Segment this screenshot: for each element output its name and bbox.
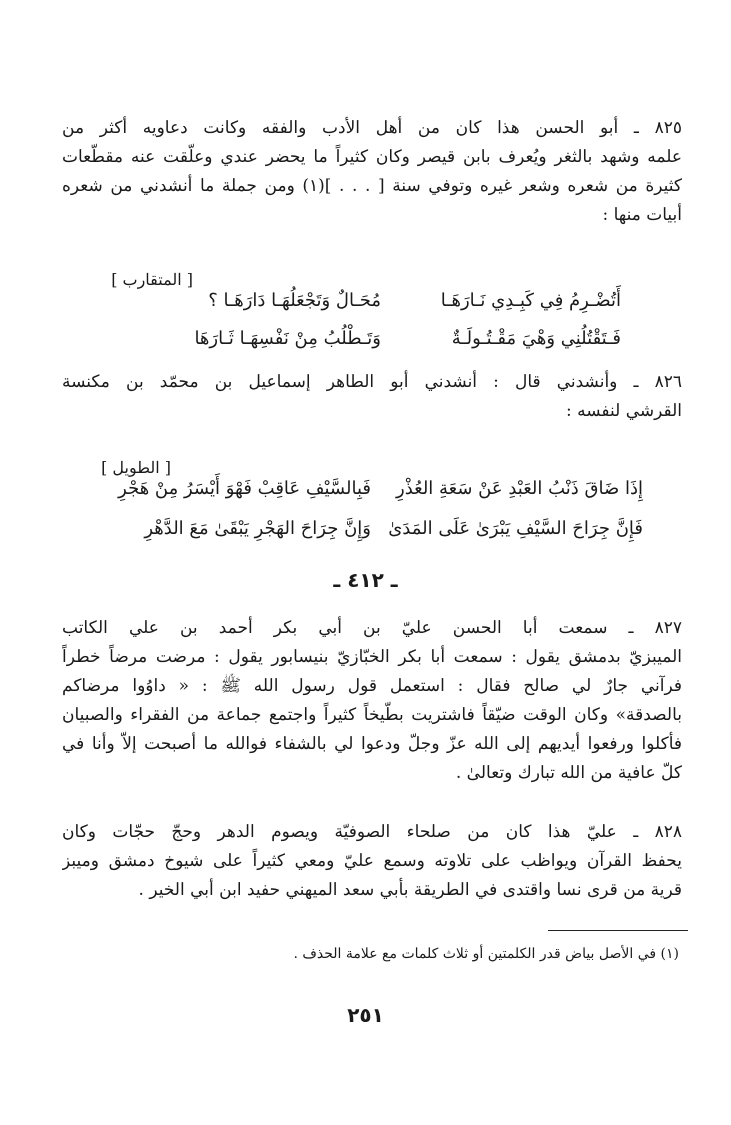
text-line: كثيرة من شعره وشعر غيره وتوفي سنة [ . . . ](١) ومن جملة ما أنشدني من شعره [62, 176, 682, 196]
inline-page-marker: ـ ٤١٢ ـ [333, 568, 398, 592]
entry-828 [62, 818, 682, 905]
text-line: قرية من قرى نسا واقتدى في الطريقة بأبي سعد الميهني حفيد ابن أبي الخير . [138, 880, 682, 900]
verse-hemistich: وَتَـطْلُبُ مِنْ نَفْسِهَـا ثَـارَهَا [194, 328, 381, 349]
text-line: ٨٢٦ ـ وأنشدني قال : أنشدني أبو الطاهر إسماعيل بن محمّد بن مكنسة [62, 372, 682, 392]
verse-hemistich: أَتُضْـرِمُ فِي كَبِـدِي نَـارَهَـا [440, 290, 621, 311]
text-line: فرآني جارٌ لي صالح فقال : استعمل قول رسول الله ﷺ : « داوُوا مرضاكم [62, 676, 682, 696]
verse-hemistich: مُحَـالٌ وَتَجْعَلُهَـا دَارَهَـا ؟ [208, 290, 381, 311]
text-line: علمه وشهد بالثغر ويُعرف بابن قيصر وكان كثيراً ما يحضر عندي وعلّقت عنه مقطّعات [62, 147, 682, 167]
text-line: أبيات منها : [602, 205, 682, 225]
text-line: ٨٢٨ ـ عليّ هذا كان من صلحاء الصوفيّة ويصوم الدهر وحجّ حجّات وكان [62, 822, 682, 842]
verse-hemistich: فَإِنَّ جِرَاحَ السَّيْفِ يَبْرَىٰ عَلَى المَدَىٰ [388, 518, 643, 539]
footnote-divider [548, 930, 688, 931]
entry-825 [62, 114, 682, 230]
verse-hemistich: فَـتَقْتُلُنِي وَهْيَ مَقْـتُـولَـةٌ [451, 328, 621, 349]
verse-hemistich: وَإِنَّ جِرَاحَ الهَجْرِ يَبْقَىٰ مَعَ الدَّهْرِ [144, 518, 371, 539]
text-line: القرشي لنفسه : [565, 401, 682, 421]
verse-hemistich: إِذَا ضَاقَ ذَنْبُ العَبْدِ عَنْ سَعَةِ العُذْرِ [396, 478, 643, 499]
meter-label: [ الطويل ] [101, 458, 171, 477]
meter-label: [ المتقارب ] [111, 270, 193, 289]
text-line: يحفظ القرآن ويواظب على تلاوته وسمع عليّ ومعي كثيراً على شيوخ دمشق وميبز [62, 851, 682, 871]
text-line: بالصدقة» وكان الوقت ضيّقاً فاشتريت بطّيخاً كثيراً واجتمع جماعة من الفقراء والصبيان [62, 705, 682, 725]
text-line: كلّ عافية من الله تبارك وتعالىٰ . [455, 763, 682, 783]
verse-hemistich: فَبِالسَّيْفِ عَاقِبْ فَهْوَ أَيْسَرُ مِنْ هَجْرِ [118, 478, 371, 499]
text-line: ٨٢٧ ـ سمعت أبا الحسن عليّ بن أبي بكر أحمد بن علي الكاتب [62, 618, 682, 638]
text-line: الميبزيّ بدمشق يقول : سمعت أبا بكر الخبّازيّ بنيسابور يقول : مرضت مرضاً خطراً [62, 647, 682, 667]
page-number: ٢٥١ [347, 1003, 384, 1027]
entry-826 [62, 368, 682, 426]
entry-827 [62, 614, 682, 788]
footnote: (١) في الأصل بياض قدر الكلمتين أو ثلاث كلمات مع علامة الحذف . [293, 946, 679, 962]
text-line: ٨٢٥ ـ أبو الحسن هذا كان من أهل الأدب والفقه وكانت دعاويه أكثر من [62, 118, 682, 138]
text-line: فأكلوا ورفعوا أيديهم إلى الله عزّ وجلّ ودعوا لي بالشفاء فوالله ما أصبحت إلاّ وأنا في [62, 734, 682, 754]
